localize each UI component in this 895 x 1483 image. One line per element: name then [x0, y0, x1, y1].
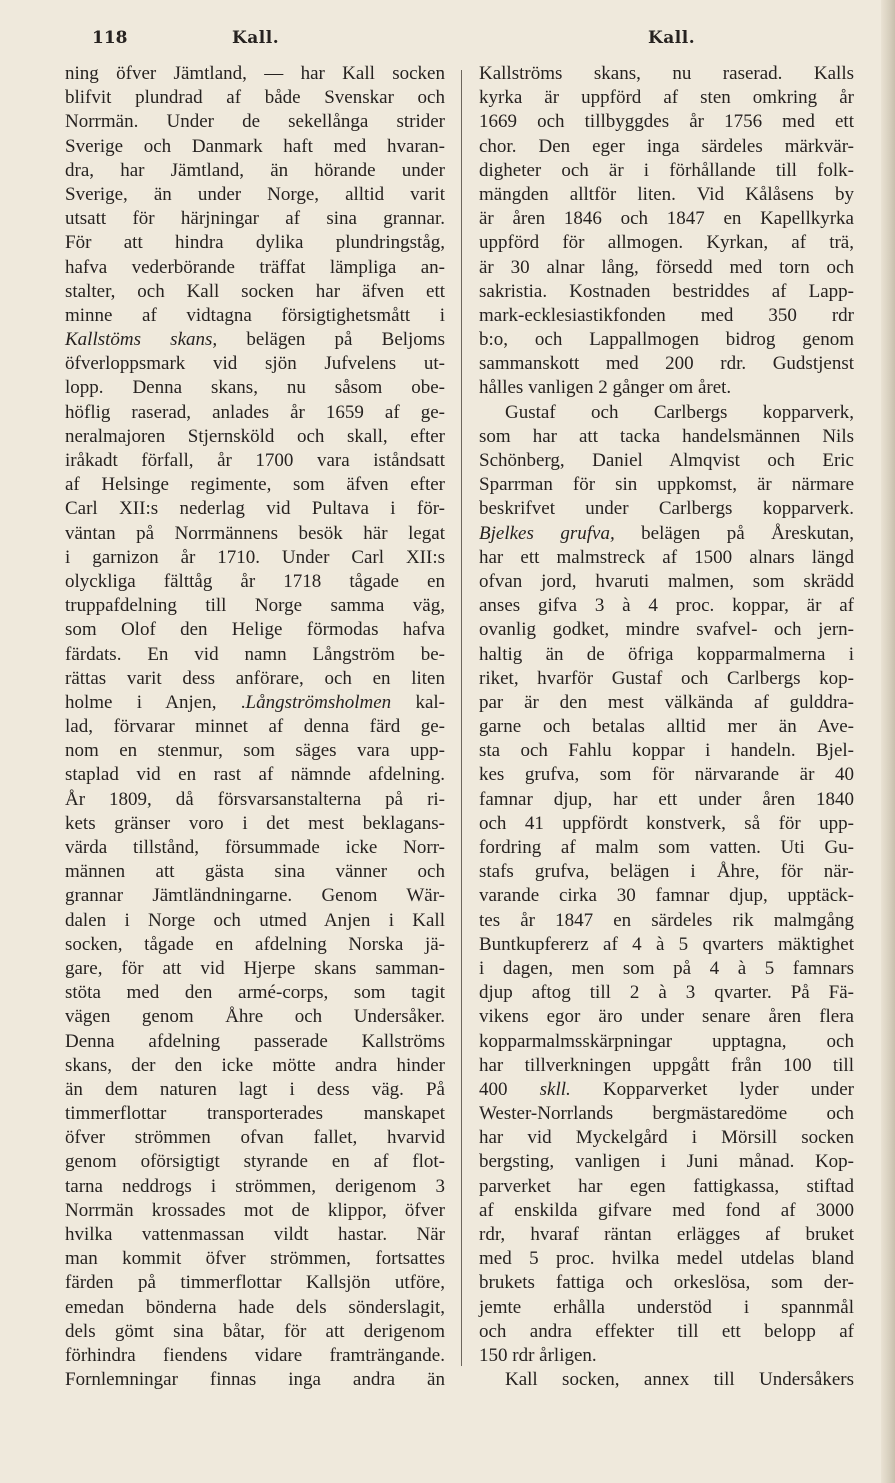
text-line: kes grufva, som för närvarande är 40 [479, 764, 854, 786]
text-line: timmerflottar transporterades manskapet [65, 1103, 445, 1125]
text-line: tes år 1847 en särdeles rik malmgång [479, 909, 854, 931]
text-line: djup aftog till 2 à 3 qvarter. På Fä- [479, 982, 854, 1004]
text-line-mixed [65, 691, 445, 715]
text-line: För att hindra dylika plundringståg, [65, 232, 445, 254]
text-line: tarna neddrogs i strömmen, derigenom 3 [65, 1175, 445, 1197]
running-head-left: Kall. [232, 28, 280, 48]
text-line: nom en stenmur, som säges vara upp- [65, 740, 445, 762]
text-line: har vid Myckelgård i Mörsill socken [479, 1127, 854, 1149]
text-line: väntan på Norrmännens besök här legat [65, 522, 445, 544]
text-line: vikens egor äro under senare åren flera [479, 1006, 854, 1028]
text-line: garne och betalas alltid mer än Ave- [479, 716, 854, 738]
text-line: ning öfver Jämtland, — har Kall socken [65, 63, 445, 84]
page-number: 118 [92, 28, 128, 48]
text-line: minne af vidtagna försigtighetsmått i [65, 304, 445, 326]
page-edge [881, 0, 895, 1483]
text-line: stalter, och Kall socken har äfven ett [65, 280, 445, 302]
text-line: par är den mest välkända af gulddra- [479, 691, 854, 713]
text-line: Denna afdelning passerade Kallströms [65, 1030, 445, 1052]
text-line: Schönberg, Daniel Almqvist och Eric [479, 450, 854, 471]
text-line: och andra effekter till ett belopp af [479, 1320, 854, 1342]
text-line: stafs grufva, belägen i Åhre, för när- [479, 861, 854, 883]
text-line-mixed [479, 1078, 854, 1102]
page-header [0, 28, 895, 58]
text-line: År 1809, då försvarsanstalterna på ri- [65, 788, 445, 810]
text-line: hålles vanligen 2 gånger om året. [479, 377, 732, 399]
text-line: Gustaf och Carlbergs kopparverk, [505, 401, 854, 423]
text-line: öfver strömmen ofvan fallet, hvarvid [65, 1127, 445, 1149]
text-line: digheter och är i förhållande till folk- [479, 159, 854, 181]
text-line: är åren 1846 och 1847 en Kapellkyrka [479, 208, 854, 230]
text-line: rättas varit dess anförare, och en liten [65, 667, 445, 689]
text-line: Norrmän krossades mot de klippor, öfver [65, 1199, 445, 1221]
italic-place-name: Långströmsholmen [245, 691, 392, 713]
text-line: mark-ecklesiastikfonden med 350 rdr [479, 304, 854, 326]
text-line: kopparmalmsskärpningar upptagna, och [479, 1030, 854, 1052]
text-line: färdats. En vid namn Långström be- [65, 643, 445, 665]
text-line: Buntkupfererz af 4 à 5 qvarters mäktighet [479, 933, 854, 955]
text-span: belägen på Beljoms [217, 329, 445, 351]
text-line: parverket har egen fattigkassa, stiftad [479, 1175, 854, 1197]
text-line: och 41 uppfördt konstverk, så för upp- [479, 812, 854, 834]
text-line: genom oförsigtigt styrande en af flot- [65, 1151, 445, 1173]
text-line: sakristia. Kostnaden bestriddes af Lapp- [479, 280, 854, 302]
text-line: sammanskott med 200 rdr. Gudstjenst [479, 353, 854, 375]
text-line: i dagen, men som på 4 à 5 famnars [479, 957, 854, 979]
text-line: Kall socken, annex till Undersåkers [505, 1369, 854, 1391]
text-line: gare, för att vid Hjerpe skans samman- [65, 957, 445, 979]
text-line: lopp. Denna skans, nu såsom obe- [65, 377, 445, 399]
text-line: har tillverkningen uppgått från 100 till [479, 1054, 854, 1076]
text-span: kal- [391, 691, 446, 713]
text-line: sta och Fahlu koppar i handeln. Bjel- [479, 740, 854, 762]
text-line: iråkadt förfall, år 1700 vara iståndsatt [65, 450, 445, 471]
text-line: grannar Jämtländningarne. Genom Wär- [65, 885, 445, 907]
text-line: mängden alltför liten. Vid Kålåsens by [479, 183, 854, 205]
text-line: som Olof den Helige förmodas hafva [65, 619, 445, 641]
text-line-mixed [65, 328, 445, 352]
text-span: 400 [479, 1078, 540, 1100]
text-span: belägen på Åreskutan, [614, 522, 854, 544]
italic-place-name: Bjelkes grufva, [479, 522, 615, 544]
text-line: Sparrman för sin uppkomst, är närmare [479, 474, 854, 496]
text-line: männen att gästa sina vänner och [65, 861, 445, 883]
text-line: dra, har Jämtland, än hörande under [65, 159, 445, 181]
text-line: lad, förvarar minnet af denna färd ge- [65, 716, 445, 738]
text-line: höflig raserad, anlades år 1659 af ge- [65, 401, 445, 423]
text-line: chor. Den eger inga särdeles märkvär- [479, 135, 854, 157]
text-line: b:o, och Lappallmogen bidrog genom [479, 329, 854, 351]
text-line: Kallströms skans, nu raserad. Kalls [479, 63, 854, 84]
text-line: Sverige och Danmark haft med hvaran- [65, 135, 445, 157]
text-line: kyrka är uppförd af sten omkring år [479, 87, 854, 109]
text-line: af Helsinge regimente, som äfven efter [65, 474, 445, 496]
text-line: dels gömt sina båtar, för att derigenom [65, 1320, 445, 1342]
text-line: Sverige, än under Norge, alltid varit [65, 183, 445, 205]
text-line: famnar djup, har ett under åren 1840 [479, 788, 854, 810]
text-line-mixed [479, 522, 854, 546]
text-line: skans, der den icke mötte andra hinder [65, 1054, 445, 1076]
italic-abbreviation: skll. [539, 1078, 571, 1100]
text-line: färden på timmerflottar Kallsjön utföre, [65, 1272, 445, 1294]
text-line: kets gränser voro i det mest beklagans- [65, 812, 445, 834]
left-column [65, 62, 445, 1392]
text-line: vägen genom Åhre och Undersåker. [65, 1006, 445, 1028]
text-line: Fornlemningar finnas inga andra än [65, 1369, 445, 1391]
text-line: blifvit plundrad af både Svenskar och [65, 87, 445, 109]
text-line: värda tillstånd, försummade icke Norr- [65, 837, 445, 858]
running-head-right: Kall. [648, 28, 696, 48]
text-line: uppförd för allmogen. Kyrkan, af trä, [479, 232, 854, 254]
text-line: olyckliga fälttåg år 1718 tågade en [65, 570, 445, 592]
text-line: ovanlig godket, mindre svafvel- och jern- [479, 619, 854, 641]
text-line: har ett malmstreck af 1500 alnars längd [479, 546, 854, 568]
text-line: ofvan jord, hvaruti malmen, som skrädd [479, 570, 854, 592]
text-line: öfverloppsmark vid sjön Jufvelens ut- [65, 353, 445, 375]
text-line: man kommit öfver strömmen, fortsattes [65, 1248, 445, 1270]
text-line: än dem naturen lagt i dess väg. På [65, 1078, 445, 1100]
text-line: varande cirka 30 famnar djup, upptäck- [479, 885, 854, 907]
right-column [479, 62, 854, 1392]
text-line: emedan bönderna hade dels sönderslagit, [65, 1296, 445, 1318]
text-span: holme i Anjen, . [65, 691, 246, 713]
text-line: dalen i Norge och utmed Anjen i Kall [65, 909, 445, 931]
text-line: stöta med den armé-corps, som tagit [65, 982, 445, 1004]
column-divider [461, 70, 462, 1366]
italic-place-name: Kallstöms skans, [65, 329, 218, 351]
text-line: riket, hvarför Gustaf och Carlbergs kop- [479, 667, 854, 689]
text-line: neralmajoren Stjernsköld och skall, efter [65, 425, 445, 447]
text-line: haltig än de öfriga kopparmalmerna i [479, 643, 854, 665]
text-line: 150 rdr årligen. [479, 1344, 597, 1366]
text-line: Carl XII:s nederlag vid Pultava i för- [65, 498, 445, 520]
text-line: beskrifvet under Carlbergs kopparverk. [479, 498, 854, 520]
text-span: Kopparverket lyder under [570, 1078, 854, 1100]
text-line: utsatt för härjningar af sina grannar. [65, 208, 445, 230]
text-line: anses gifva 3 à 4 proc. koppar, är af [479, 595, 854, 617]
text-line: är 30 alnar lång, försedd med torn och [479, 256, 854, 278]
text-line: brukets fattiga och orkeslösa, som der- [479, 1272, 854, 1294]
text-line: staplad vid en rast af nämnde afdelning. [65, 764, 445, 786]
text-line: hvilka vattenmassan vildt hastar. När [65, 1224, 445, 1245]
text-line: Wester-Norrlands bergmästaredöme och [479, 1103, 854, 1125]
text-line: jemte erhålla understöd i spannmål [479, 1296, 854, 1318]
text-line: bergsting, vanligen i Juni månad. Kop- [479, 1151, 854, 1173]
text-line: rdr, hvaraf räntan erlägges af bruket [479, 1224, 854, 1245]
text-line: af enskilda gifvare med fond af 3000 [479, 1199, 854, 1221]
text-line: hafva vederbörande träffat lämpliga an- [65, 256, 445, 278]
text-line: socken, tågade en afdelning Norska jä- [65, 933, 445, 955]
text-line: med 5 proc. hvilka medel utdelas bland [479, 1248, 854, 1270]
text-line: fordring af malm som vatten. Uti Gu- [479, 837, 854, 858]
text-line: truppafdelning till Norge samma väg, [65, 595, 445, 617]
text-line: Norrmän. Under de sekellånga strider [65, 111, 445, 133]
text-line: i garnizon år 1710. Under Carl XII:s [65, 546, 445, 568]
text-line: förhindra fiendens vidare framträngande. [65, 1344, 445, 1366]
text-line: som har att tacka handelsmännen Nils [479, 425, 854, 447]
text-line: 1669 och tillbyggdes år 1756 med ett [479, 111, 854, 133]
